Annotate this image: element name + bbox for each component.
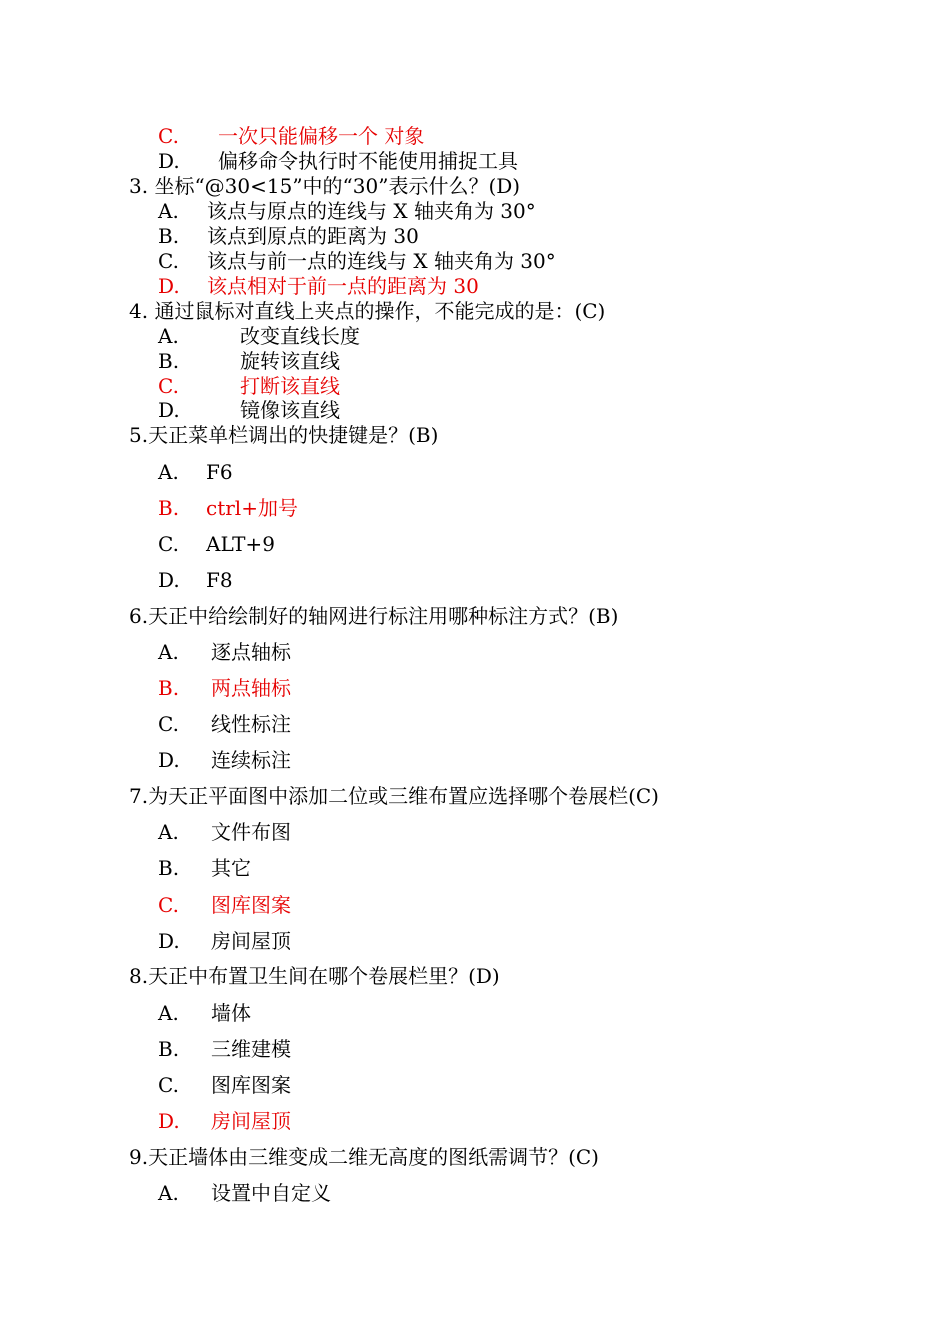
question-text: 5.天正菜单栏调出的快捷键是？(B) [129, 423, 439, 447]
option-text: 打断该直线 [240, 374, 340, 398]
answer-option [158, 532, 275, 556]
option-text: 房间屋顶 [211, 929, 291, 953]
option-label: C. [158, 1073, 179, 1097]
option-label: D. [158, 274, 180, 298]
answer-option [158, 1037, 291, 1061]
option-label: B. [158, 856, 180, 880]
option-text: 一次只能偏移一个 对象 [218, 124, 425, 148]
question-text: 4. 通过鼠标对直线上夹点的操作，不能完成的是：(C) [129, 299, 606, 323]
answer-option [158, 1073, 291, 1097]
answer-option-correct [158, 274, 479, 298]
option-text: 房间屋顶 [211, 1109, 291, 1133]
answer-option-correct [158, 676, 291, 700]
option-text: 该点与原点的连线与 X 轴夹角为 30° [207, 199, 536, 223]
answer-option [158, 712, 291, 736]
option-label: A. [158, 199, 179, 223]
option-label: C. [158, 374, 179, 398]
answer-option [158, 460, 233, 484]
option-label: B. [158, 224, 180, 248]
answer-option [158, 224, 419, 248]
option-text: 三维建模 [211, 1037, 291, 1061]
answer-option [158, 929, 291, 953]
option-label: A. [158, 820, 179, 844]
option-text: 设置中自定义 [211, 1181, 331, 1205]
option-label: C. [158, 249, 179, 273]
answer-option [158, 1181, 331, 1205]
answer-option [158, 820, 291, 844]
option-text: 改变直线长度 [240, 324, 360, 348]
option-text: 两点轴标 [211, 676, 291, 700]
answer-option-correct [158, 374, 340, 398]
option-text: 线性标注 [211, 712, 291, 736]
option-label: D. [158, 929, 180, 953]
option-text: 图库图案 [211, 1073, 291, 1097]
answer-option [158, 856, 251, 880]
option-label: B. [158, 1037, 180, 1061]
option-label: D. [158, 1109, 180, 1133]
option-label: C. [158, 532, 179, 556]
option-text: 镜像该直线 [240, 398, 340, 422]
question-text: 3. 坐标“@30<15”中的“30”表示什么？(D) [129, 174, 521, 198]
option-text: 连续标注 [211, 748, 291, 772]
option-label: D. [158, 149, 180, 173]
option-label: A. [158, 640, 179, 664]
answer-option [158, 349, 340, 373]
answer-option [158, 568, 233, 592]
option-label: A. [158, 460, 179, 484]
option-text: F8 [206, 568, 233, 592]
question-text: 6.天正中给绘制好的轴网进行标注用哪种标注方式？(B) [129, 604, 619, 628]
answer-option-correct [158, 124, 424, 148]
option-text: 旋转该直线 [240, 349, 340, 373]
answer-option [158, 324, 360, 348]
option-label: B. [158, 496, 180, 520]
option-label: D. [158, 748, 180, 772]
answer-option [158, 1001, 251, 1025]
option-label: C. [158, 893, 179, 917]
option-text: F6 [206, 460, 233, 484]
answer-option [158, 398, 340, 422]
option-label: A. [158, 1181, 179, 1205]
option-label: C. [158, 124, 179, 148]
option-label: B. [158, 676, 180, 700]
answer-option-correct [158, 893, 291, 917]
option-text: 该点到原点的距离为 30 [207, 224, 419, 248]
option-text: 该点与前一点的连线与 X 轴夹角为 30° [207, 249, 556, 273]
answer-option [158, 748, 291, 772]
option-text: 文件布图 [211, 820, 291, 844]
answer-option [158, 640, 291, 664]
option-label: A. [158, 324, 179, 348]
option-label: C. [158, 712, 179, 736]
answer-option-correct [158, 496, 298, 520]
answer-option [158, 149, 518, 173]
option-text: 逐点轴标 [211, 640, 291, 664]
question-text: 9.天正墙体由三维变成二维无高度的图纸需调节？(C) [129, 1145, 599, 1169]
option-label: A. [158, 1001, 179, 1025]
answer-option [158, 249, 556, 273]
option-label: B. [158, 349, 180, 373]
option-text: ctrl+加号 [206, 496, 298, 520]
option-label: D. [158, 568, 180, 592]
option-text: 墙体 [211, 1001, 251, 1025]
option-label: D. [158, 398, 180, 422]
question-text: 7.为天正平面图中添加二位或三维布置应选择哪个卷展栏(C) [129, 784, 659, 808]
answer-option-correct [158, 1109, 291, 1133]
answer-option [158, 199, 536, 223]
option-text: 其它 [211, 856, 251, 880]
option-text: ALT+9 [206, 532, 275, 556]
option-text: 偏移命令执行时不能使用捕捉工具 [218, 149, 518, 173]
question-text: 8.天正中布置卫生间在哪个卷展栏里？(D) [129, 964, 500, 988]
option-text: 图库图案 [211, 893, 291, 917]
option-text: 该点相对于前一点的距离为 30 [207, 274, 479, 298]
